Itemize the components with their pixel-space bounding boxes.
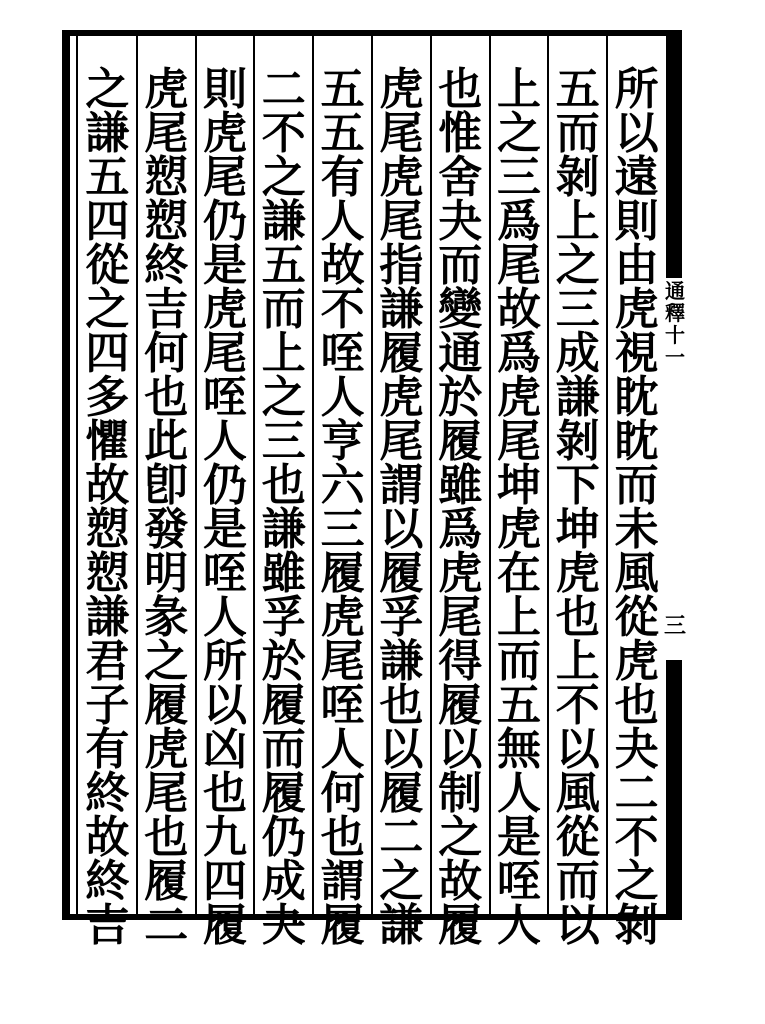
text-char: 五 bbox=[261, 240, 306, 291]
text-char: 吉 bbox=[85, 900, 130, 951]
text-char: 履 bbox=[379, 768, 424, 819]
text-char: 得 bbox=[438, 636, 483, 687]
text-char: 未 bbox=[614, 504, 659, 555]
text-char: 五 bbox=[555, 64, 600, 115]
text-char: 眈 bbox=[614, 416, 659, 467]
text-char: 爲 bbox=[497, 196, 541, 247]
text-char: 上 bbox=[261, 328, 306, 379]
margin-title bbox=[664, 280, 686, 368]
text-char: 夬 bbox=[438, 196, 483, 247]
text-char: 是 bbox=[497, 812, 541, 863]
text-char: 履 bbox=[438, 680, 483, 731]
text-char: 於 bbox=[261, 636, 306, 687]
text-char: 有 bbox=[320, 152, 365, 203]
text-char: 尾 bbox=[497, 416, 541, 467]
text-char: 所 bbox=[614, 64, 659, 115]
text-char: 而 bbox=[497, 636, 541, 687]
text-char: 咥 bbox=[203, 372, 247, 423]
text-char: 三 bbox=[320, 504, 365, 555]
text-char: 故 bbox=[438, 856, 483, 907]
text-char: 吉 bbox=[144, 284, 189, 335]
text-char: 所 bbox=[203, 636, 247, 687]
text-char: 不 bbox=[614, 812, 659, 863]
text-char: 履 bbox=[438, 900, 483, 951]
text-char: 不 bbox=[555, 680, 600, 731]
text-char: 人 bbox=[320, 372, 365, 423]
text-char: 視 bbox=[614, 328, 659, 379]
text-char: 夬 bbox=[614, 724, 659, 775]
text-char: 不 bbox=[320, 284, 365, 335]
text-char: 剝 bbox=[614, 900, 659, 951]
text-char: 從 bbox=[85, 240, 130, 291]
text-char: 四 bbox=[203, 856, 247, 907]
text-char: 以 bbox=[555, 724, 600, 775]
text-char: 履 bbox=[261, 680, 306, 731]
text-char: 則 bbox=[203, 64, 247, 115]
text-column bbox=[197, 64, 253, 951]
text-char: 履 bbox=[261, 768, 306, 819]
text-char: 孚 bbox=[261, 592, 306, 643]
text-char: 上 bbox=[497, 64, 541, 115]
text-char: 指 bbox=[379, 240, 424, 291]
text-char: 風 bbox=[555, 768, 600, 819]
margin-title-char: 一 bbox=[665, 345, 685, 369]
text-char: 愬 bbox=[144, 152, 189, 203]
frame-border-left-inner bbox=[76, 36, 78, 914]
text-char: 虎 bbox=[379, 152, 424, 203]
text-char: 在 bbox=[497, 548, 541, 599]
text-char: 咥 bbox=[203, 548, 247, 599]
text-char: 仍 bbox=[203, 196, 247, 247]
text-char: 尾 bbox=[144, 768, 189, 819]
text-char: 愬 bbox=[85, 548, 130, 599]
text-char: 虎 bbox=[379, 64, 424, 115]
text-char: 謙 bbox=[379, 284, 424, 335]
text-char: 爲 bbox=[497, 328, 541, 379]
text-char: 四 bbox=[85, 328, 130, 379]
text-char: 謙 bbox=[379, 636, 424, 687]
margin-title-char: 十 bbox=[665, 323, 685, 347]
text-char: 履 bbox=[438, 416, 483, 467]
text-char: 而 bbox=[614, 460, 659, 511]
text-char: 由 bbox=[614, 240, 659, 291]
text-char: 之 bbox=[144, 636, 189, 687]
text-char: 制 bbox=[438, 768, 483, 819]
text-char: 二 bbox=[261, 64, 306, 115]
text-char: 尾 bbox=[438, 592, 483, 643]
text-char: 雖 bbox=[438, 460, 483, 511]
text-char: 六 bbox=[320, 460, 365, 511]
text-char: 虎 bbox=[614, 636, 659, 687]
text-char: 人 bbox=[203, 416, 247, 467]
text-char: 尾 bbox=[379, 416, 424, 467]
text-char: 謙 bbox=[555, 372, 600, 423]
text-char: 於 bbox=[438, 372, 483, 423]
text-char: 剝 bbox=[555, 152, 600, 203]
text-char: 履 bbox=[144, 856, 189, 907]
text-char: 雖 bbox=[261, 548, 306, 599]
text-char: 之 bbox=[497, 108, 541, 159]
text-char: 惟 bbox=[438, 108, 483, 159]
text-char: 之 bbox=[85, 64, 130, 115]
text-char: 人 bbox=[320, 196, 365, 247]
text-column bbox=[491, 64, 547, 951]
text-char: 二 bbox=[144, 900, 189, 951]
text-char: 虎 bbox=[497, 504, 541, 555]
text-char: 以 bbox=[614, 108, 659, 159]
text-char: 也 bbox=[261, 460, 306, 511]
text-char: 孚 bbox=[379, 592, 424, 643]
text-column bbox=[550, 64, 606, 951]
text-char: 卽 bbox=[144, 460, 189, 511]
text-char: 不 bbox=[261, 108, 306, 159]
text-column bbox=[256, 64, 312, 951]
text-char: 尾 bbox=[320, 636, 365, 687]
text-char: 虎 bbox=[555, 548, 600, 599]
text-char: 履 bbox=[203, 900, 247, 951]
text-char: 坤 bbox=[497, 460, 541, 511]
text-char: 謙 bbox=[85, 108, 130, 159]
text-char: 謂 bbox=[320, 856, 365, 907]
text-char: 人 bbox=[203, 592, 247, 643]
text-char: 從 bbox=[614, 592, 659, 643]
text-char: 子 bbox=[85, 680, 130, 731]
text-char: 二 bbox=[379, 812, 424, 863]
text-char: 而 bbox=[555, 108, 600, 159]
text-char: 之 bbox=[261, 152, 306, 203]
text-char: 虎 bbox=[203, 108, 247, 159]
text-char: 咥 bbox=[320, 680, 365, 731]
text-char: 之 bbox=[614, 856, 659, 907]
text-char: 以 bbox=[438, 724, 483, 775]
text-char: 尾 bbox=[144, 108, 189, 159]
text-char: 以 bbox=[203, 680, 247, 731]
text-char: 虎 bbox=[497, 372, 541, 423]
text-char: 虎 bbox=[379, 372, 424, 423]
text-char: 下 bbox=[555, 460, 600, 511]
text-char: 虎 bbox=[614, 284, 659, 335]
text-char: 也 bbox=[144, 812, 189, 863]
text-char: 也 bbox=[438, 64, 483, 115]
text-char: 坤 bbox=[555, 504, 600, 555]
text-char: 仍 bbox=[261, 812, 306, 863]
text-char: 明 bbox=[144, 548, 189, 599]
text-char: 愬 bbox=[144, 196, 189, 247]
text-column bbox=[315, 64, 371, 951]
text-char: 虎 bbox=[144, 724, 189, 775]
text-char: 故 bbox=[320, 240, 365, 291]
text-column bbox=[138, 64, 194, 951]
text-char: 九 bbox=[203, 812, 247, 863]
text-char: 五 bbox=[497, 680, 541, 731]
text-char: 爲 bbox=[438, 504, 483, 555]
text-char: 風 bbox=[614, 548, 659, 599]
text-char: 尾 bbox=[203, 152, 247, 203]
text-char: 五 bbox=[320, 108, 365, 159]
text-char: 謙 bbox=[85, 592, 130, 643]
margin-title-char: 通 bbox=[665, 279, 685, 303]
text-char: 彖 bbox=[144, 592, 189, 643]
text-char: 二 bbox=[614, 768, 659, 819]
text-char: 之 bbox=[555, 240, 600, 291]
text-char: 尾 bbox=[379, 108, 424, 159]
text-char: 上 bbox=[555, 196, 600, 247]
text-char: 也 bbox=[555, 592, 600, 643]
text-char: 咥 bbox=[497, 856, 541, 907]
text-char: 故 bbox=[85, 460, 130, 511]
text-char: 愬 bbox=[85, 504, 130, 555]
text-char: 而 bbox=[261, 284, 306, 335]
text-char: 通 bbox=[438, 328, 483, 379]
margin-title-char: 釋 bbox=[665, 301, 685, 325]
text-char: 也 bbox=[320, 812, 365, 863]
text-char: 懼 bbox=[85, 416, 130, 467]
text-column bbox=[79, 64, 135, 951]
text-char: 夬 bbox=[261, 900, 306, 951]
text-char: 故 bbox=[85, 812, 130, 863]
text-char: 謙 bbox=[261, 196, 306, 247]
text-char: 履 bbox=[320, 548, 365, 599]
text-char: 五 bbox=[320, 64, 365, 115]
text-char: 從 bbox=[555, 812, 600, 863]
text-char: 君 bbox=[85, 636, 130, 687]
text-char: 也 bbox=[614, 680, 659, 731]
text-char: 尾 bbox=[203, 328, 247, 379]
frame-border-right-lower bbox=[666, 660, 682, 920]
text-char: 之 bbox=[85, 284, 130, 335]
text-char: 虎 bbox=[203, 284, 247, 335]
text-char: 而 bbox=[555, 856, 600, 907]
text-column bbox=[609, 64, 665, 951]
text-char: 謂 bbox=[379, 460, 424, 511]
text-char: 以 bbox=[379, 724, 424, 775]
text-char: 終 bbox=[85, 856, 130, 907]
text-char: 以 bbox=[379, 504, 424, 555]
text-char: 眈 bbox=[614, 372, 659, 423]
text-char: 尾 bbox=[379, 196, 424, 247]
text-char: 有 bbox=[85, 724, 130, 775]
text-char: 舍 bbox=[438, 152, 483, 203]
text-char: 凶 bbox=[203, 724, 247, 775]
text-char: 虎 bbox=[320, 592, 365, 643]
text-char: 也 bbox=[144, 372, 189, 423]
text-char: 多 bbox=[85, 372, 130, 423]
text-char: 履 bbox=[144, 680, 189, 731]
text-char: 無 bbox=[497, 724, 541, 775]
text-char: 何 bbox=[144, 328, 189, 379]
text-char: 尾 bbox=[497, 240, 541, 291]
text-char: 遠 bbox=[614, 152, 659, 203]
text-char: 終 bbox=[85, 768, 130, 819]
text-column bbox=[373, 64, 429, 951]
text-char: 而 bbox=[261, 724, 306, 775]
page-number: 三 bbox=[664, 613, 687, 639]
text-char: 履 bbox=[379, 548, 424, 599]
text-char: 五 bbox=[85, 152, 130, 203]
text-char: 成 bbox=[555, 328, 600, 379]
text-char: 謙 bbox=[261, 504, 306, 555]
text-char: 三 bbox=[497, 152, 541, 203]
text-char: 而 bbox=[438, 240, 483, 291]
text-char: 亨 bbox=[320, 416, 365, 467]
text-char: 終 bbox=[144, 240, 189, 291]
text-char: 之 bbox=[438, 812, 483, 863]
text-char: 之 bbox=[261, 372, 306, 423]
text-char: 是 bbox=[203, 240, 247, 291]
text-char: 以 bbox=[555, 900, 600, 951]
text-char: 故 bbox=[497, 284, 541, 335]
text-char: 何 bbox=[320, 768, 365, 819]
text-char: 變 bbox=[438, 284, 483, 335]
text-char: 是 bbox=[203, 504, 247, 555]
text-column bbox=[432, 64, 488, 951]
text-char: 之 bbox=[379, 856, 424, 907]
text-char: 此 bbox=[144, 416, 189, 467]
text-char: 人 bbox=[497, 768, 541, 819]
text-char: 剝 bbox=[555, 416, 600, 467]
text-char: 也 bbox=[379, 680, 424, 731]
text-char: 人 bbox=[497, 900, 541, 951]
text-char: 發 bbox=[144, 504, 189, 555]
frame-border-left bbox=[62, 30, 70, 920]
text-char: 履 bbox=[379, 328, 424, 379]
text-char: 謙 bbox=[379, 900, 424, 951]
text-char: 三 bbox=[555, 284, 600, 335]
text-char: 咥 bbox=[320, 328, 365, 379]
text-char: 則 bbox=[614, 196, 659, 247]
text-char: 虎 bbox=[144, 64, 189, 115]
frame-border-right-upper bbox=[666, 30, 682, 278]
text-char: 虎 bbox=[438, 548, 483, 599]
text-char: 人 bbox=[320, 724, 365, 775]
text-char: 也 bbox=[203, 768, 247, 819]
text-char: 上 bbox=[497, 592, 541, 643]
text-char: 上 bbox=[555, 636, 600, 687]
text-char: 履 bbox=[320, 900, 365, 951]
text-char: 三 bbox=[261, 416, 306, 467]
text-char: 四 bbox=[85, 196, 130, 247]
text-char: 仍 bbox=[203, 460, 247, 511]
text-char: 成 bbox=[261, 856, 306, 907]
